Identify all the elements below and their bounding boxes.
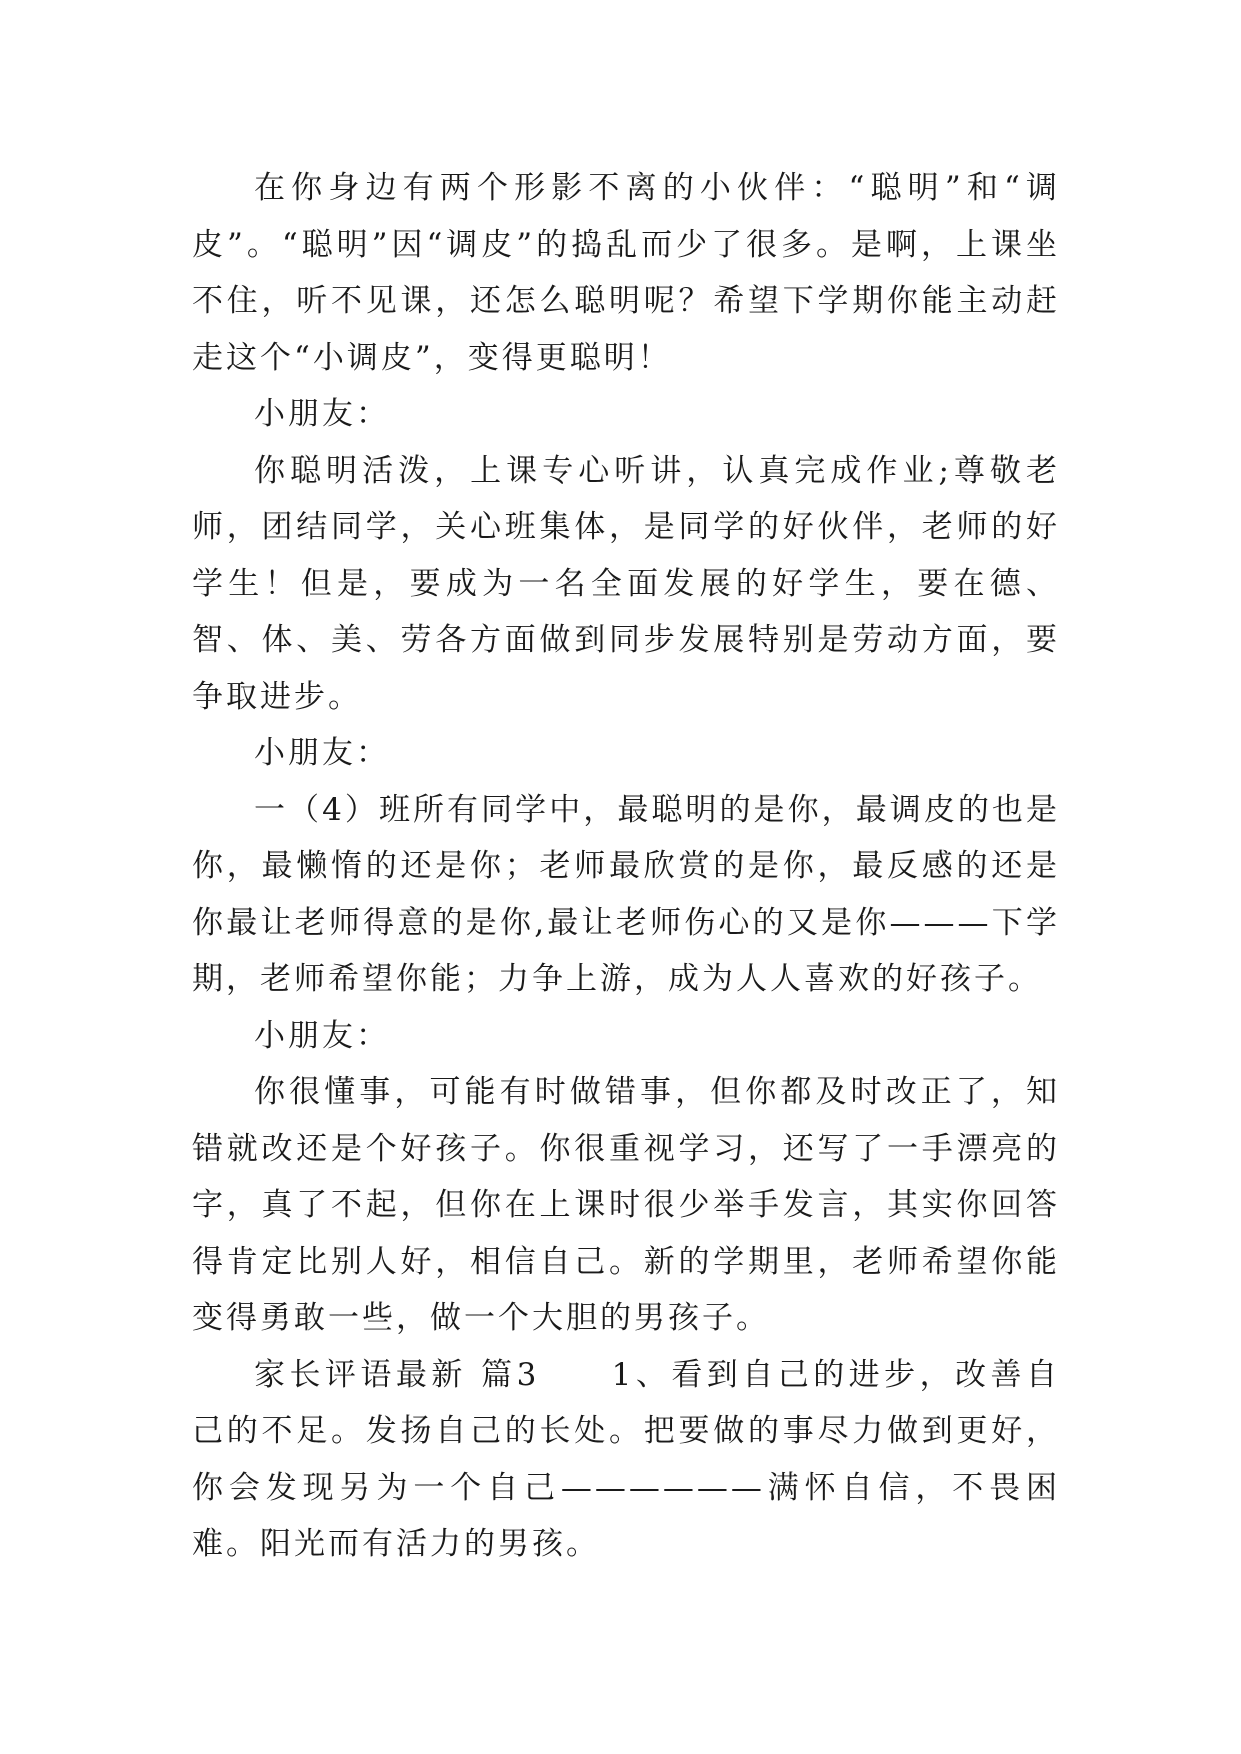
- paragraph-5: 家长评语最新 篇3 1、看到自己的进步，改善自己的不足。发扬自己的长处。把要做的事尽力做到更好，你会发现另为一个自己——————满怀自信，不畏困难。阳光而有活力的男孩。: [192, 1356, 1060, 1562]
- salutation-3: 小朋友：: [254, 1017, 390, 1054]
- paragraph-4: 你很懂事，可能有时做错事，但你都及时改正了，知错就改还是个好孩子。你很重视学习，还写了一手漂亮的字，真了不起，但你在上课时很少举手发言，其实你回答得肯定比别人好，相信自己。新的学期里，老师希望你能变得勇敢一些，做一个大胆的男孩子。: [192, 1074, 1060, 1336]
- salutation-2: 小朋友：: [254, 735, 390, 771]
- paragraph-2: 你聪明活泼，上课专心听讲，认真完成作业;尊敬老师，团结同学，关心班集体，是同学的好伙伴，老师的好学生！但是，要成为一名全面发展的好学生，要在德、智、体、美、劳各方面做到同步发展特别是劳动方面，要争取进步。: [192, 452, 1060, 715]
- paragraph-3: 一（4）班所有同学中，最聪明的是你，最调皮的也是你，最懒惰的还是你；老师最欣赏的是你，最反感的还是你最让老师得意的是你,最让老师伤心的又是你———下学期，老师希望你能；力争上游，成为人人喜欢的好孩子。: [192, 791, 1060, 997]
- document-body: [192, 160, 1060, 1573]
- paragraph-1: 在你身边有两个形影不离的小伙伴：“聪明”和“调皮”。“聪明”因“调皮”的捣乱而少了很多。是啊，上课坐不住，听不见课，还怎么聪明呢？希望下学期你能主动赶走这个“小调皮”，变得更聪明！: [192, 170, 1060, 376]
- salutation-1: 小朋友：: [254, 396, 390, 432]
